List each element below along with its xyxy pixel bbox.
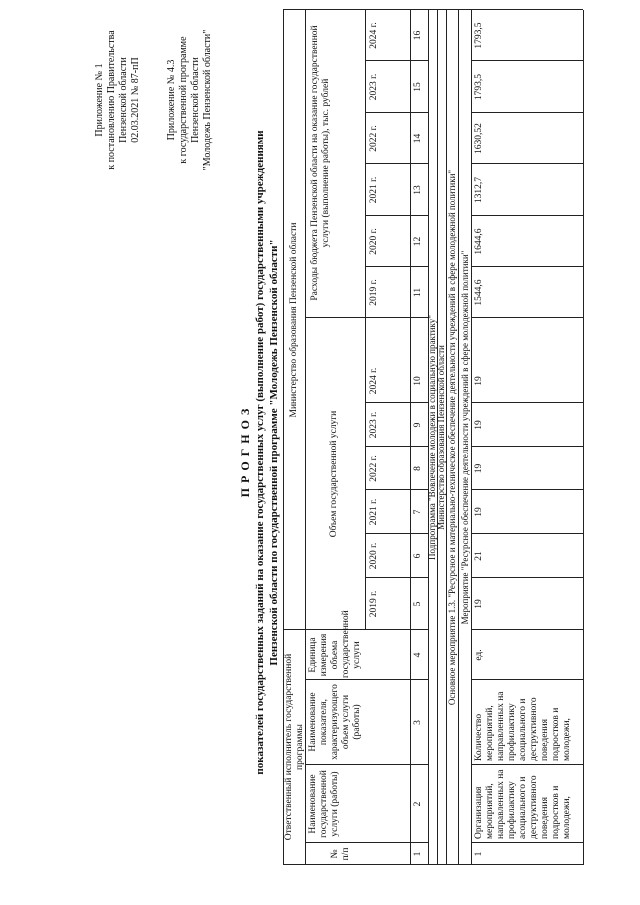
appendix-line: Приложение № 4.3 — [166, 59, 177, 141]
header-service-name: Наименование государственной услуги (работы) — [308, 770, 340, 838]
column-number: 2 — [413, 801, 423, 807]
appendix-line: 02.03.2021 № 87-пП — [130, 57, 141, 143]
activity-row: Мероприятие "Ресурсное обеспечение деятельности учреждений в сфере молодежной политики" — [460, 250, 470, 625]
ministry-row: Министерство образования Пензенской области — [436, 345, 446, 530]
header-unit: Единица измерения объема государственной услуги — [308, 610, 362, 678]
doc-title-line1: показателей государственных заданий на оказание государственных услуг (выполнение работ) государственными учреждениями — [254, 130, 266, 775]
volume-year: 2020 г. — [369, 542, 379, 570]
column-number: 7 — [413, 509, 423, 515]
expense-year: 2020 г. — [369, 228, 379, 255]
column-number: 4 — [413, 652, 423, 658]
volume-year: 2021 г. — [369, 498, 379, 526]
volume-value: 19 — [474, 507, 484, 517]
appendix-line: "Молодежь Пензенской области" — [202, 29, 213, 171]
expense-year: 2022 г. — [369, 125, 379, 152]
data-row-indicator: Количество мероприятий, направленных на профилактику асоциального и деструктивного поведения подростков и молодежи, — [474, 691, 572, 761]
expense-value: 1644,6 — [474, 228, 484, 255]
data-row-unit: ед. — [474, 649, 484, 661]
doc-title-line2: Пензенской области по государственной программе "Молодежь Пензенской области" — [268, 239, 280, 666]
appendix-line: Пензенской области — [190, 57, 201, 143]
column-number: 9 — [413, 422, 423, 428]
volume-value: 19 — [474, 376, 484, 386]
volume-value: 19 — [474, 599, 484, 609]
expense-year: 2021 г. — [369, 176, 379, 204]
expense-value: 1630,52 — [474, 123, 484, 154]
main-activity-row: Основное мероприятие 1.3. "Ресурсное и материально-техническое обеспечение деятельности учреждений в сфере молодежной политики" — [447, 169, 457, 706]
volume-value: 19 — [474, 420, 484, 430]
volume-value: 21 — [474, 551, 484, 561]
column-number: 11 — [413, 287, 423, 298]
expense-year: 2019 г. — [369, 279, 379, 306]
column-number: 12 — [413, 236, 423, 247]
column-number: 15 — [413, 82, 423, 92]
header-volume: Объем государственной услуги — [329, 410, 339, 538]
data-row-service: Организация мероприятий, направленных на профилактику асоциального и деструктивного поведения подростков и молодежи, — [474, 769, 572, 839]
volume-year: 2023 г. — [369, 411, 379, 439]
column-number: 6 — [413, 553, 423, 559]
expense-year: 2023 г. — [369, 73, 379, 101]
column-number: 5 — [413, 601, 423, 607]
header-executor-value: Министерство образования Пензенской области — [289, 222, 299, 418]
column-number: 10 — [413, 376, 423, 386]
expense-year: 2024 г. — [369, 22, 379, 49]
header-expenses: Расходы бюджета Пензенской области на оказание государственной услуги (выполнение работы), тыс. рублей — [310, 25, 331, 301]
column-number: 13 — [413, 185, 423, 195]
expense-value: 1793,5 — [474, 22, 484, 49]
data-row-num: 1 — [474, 851, 484, 857]
appendix-line: к постановлению Правительства — [106, 30, 117, 170]
expense-value: 1793,5 — [474, 73, 484, 101]
column-number: 16 — [413, 30, 423, 41]
doc-heading: П Р О Г Н О З — [238, 407, 252, 498]
column-number: 3 — [413, 720, 423, 725]
volume-year: 2022 г. — [369, 455, 379, 482]
expense-value: 1544,6 — [474, 279, 484, 306]
column-number: 14 — [413, 133, 423, 144]
header-num: № п/п — [330, 847, 351, 861]
volume-year: 2019 г. — [369, 590, 379, 618]
expense-value: 1312,7 — [474, 176, 484, 204]
appendix-line: Пензенской области — [118, 57, 129, 143]
volume-value: 19 — [474, 463, 484, 474]
column-number: 8 — [413, 466, 423, 471]
header-executor-label: Ответственный исполнитель государственной программы — [284, 653, 305, 841]
volume-year: 2024 г. — [369, 367, 379, 395]
column-number: 1 — [413, 851, 423, 857]
header-indicator-name: Наименование показателя, характеризующего объем услуги (работы) — [308, 684, 362, 760]
appendix-line: Приложение № 1 — [94, 63, 105, 137]
subprogram-row: Подпрограмма "Вовлечение молодежи в социальную практику" — [427, 315, 437, 560]
appendix-line: к государственной программе — [178, 36, 189, 164]
